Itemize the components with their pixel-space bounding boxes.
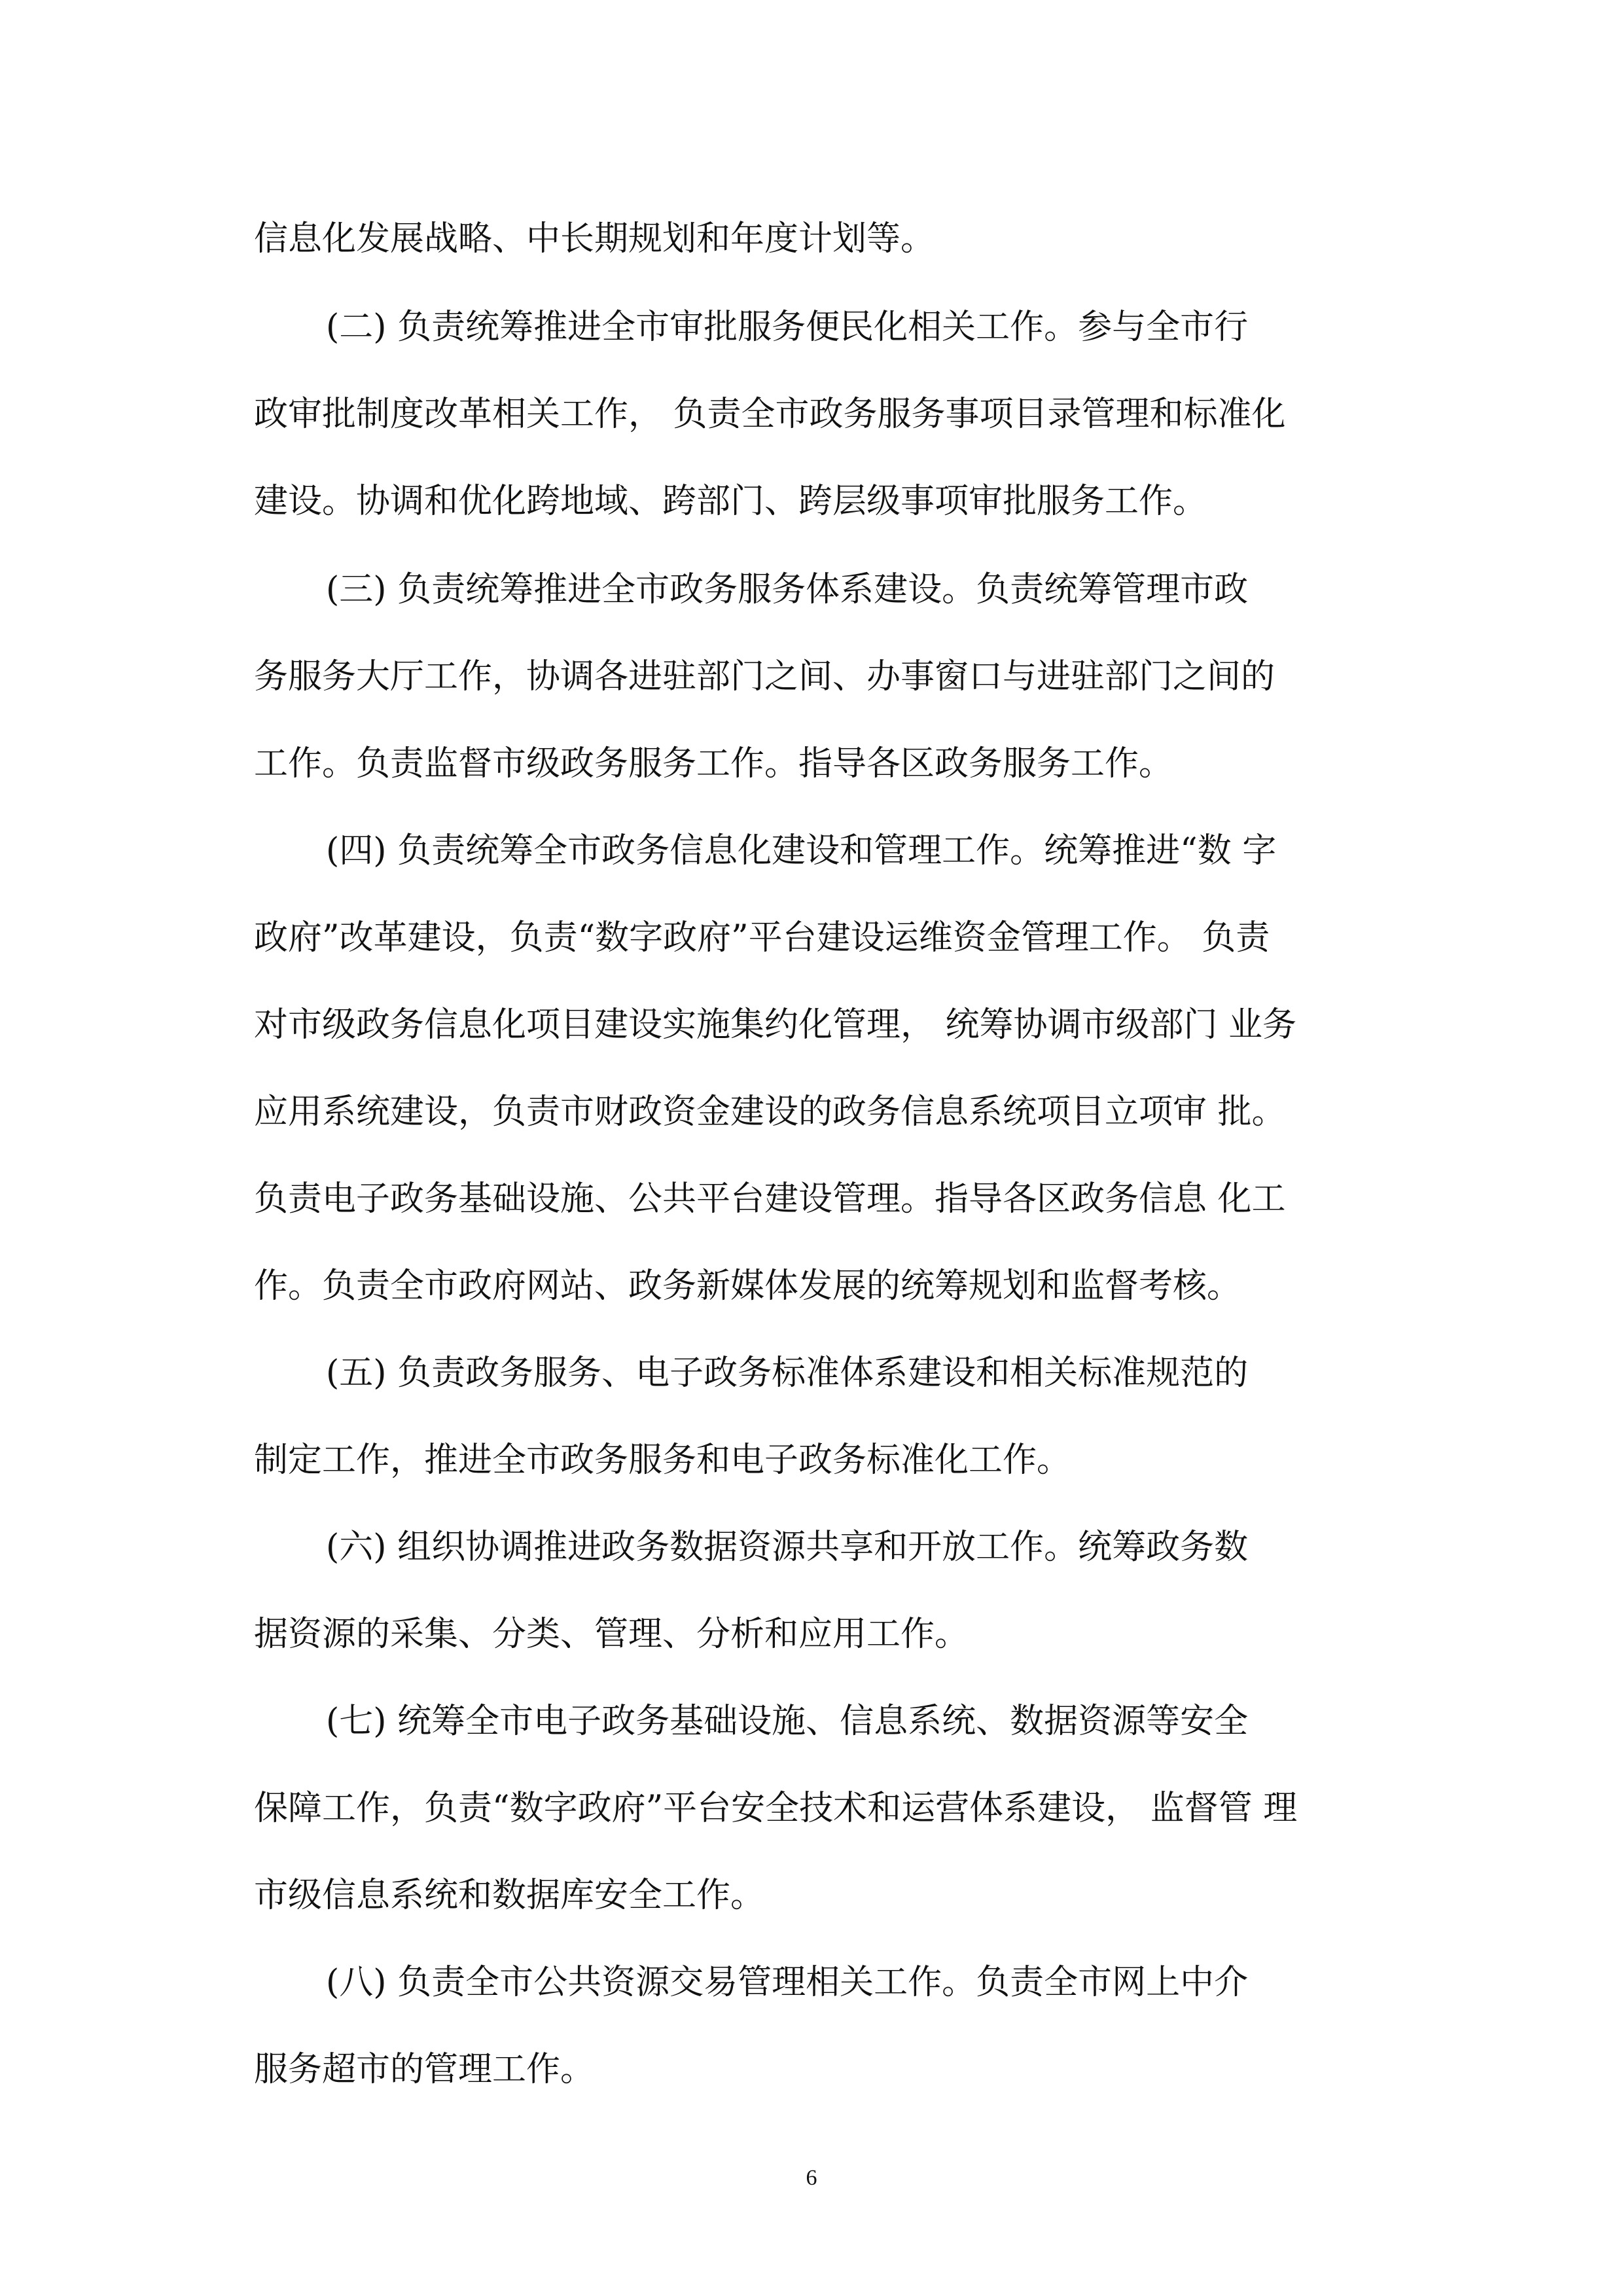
- paragraph-line: (七) 统筹全市电子政务基础设施、信息系统、数据资源等安全: [326, 1702, 1249, 1741]
- paragraph-line: 务服务大厅工作，协调各进驻部门之间、办事窗口与进驻部门之间的: [254, 657, 1275, 696]
- paragraph-line: 工作。负责监督市级政务服务工作。指导各区政务服务工作。: [254, 744, 1173, 783]
- paragraph-line: 政审批制度改革相关工作， 负责全市政务服务事项目录管理和标准化: [254, 395, 1286, 434]
- paragraph-line: (五) 负责政务服务、电子政务标准体系建设和相关标准规范的: [326, 1354, 1249, 1393]
- paragraph-line: 政府”改革建设，负责“数字政府”平台建设运维资金管理工作。 负责: [254, 918, 1270, 958]
- page-number: 6: [806, 2166, 817, 2190]
- paragraph-line: 服务超市的管理工作。: [254, 2050, 595, 2089]
- paragraph-line: 市级信息系统和数据库安全工作。: [254, 1876, 765, 1915]
- paragraph-line: (二) 负责统筹推进全市审批服务便民化相关工作。参与全市行: [326, 308, 1249, 347]
- paragraph-line: 据资源的采集、分类、管理、分析和应用工作。: [254, 1615, 969, 1654]
- paragraph-line: (四) 负责统筹全市政务信息化建设和管理工作。统筹推进“数 字: [326, 831, 1277, 870]
- paragraph-line: 对市级政务信息化项目建设实施集约化管理， 统筹协调市级部门 业务: [254, 1005, 1297, 1045]
- paragraph-line: 信息化发展战略、中长期规划和年度计划等。: [254, 219, 935, 259]
- paragraph-line: 应用系统建设，负责市财政资金建设的政务信息系统项目立项审 批。: [254, 1092, 1286, 1132]
- paragraph-line: 建设。协调和优化跨地域、跨部门、跨层级事项审批服务工作。: [254, 482, 1207, 521]
- paragraph-line: (八) 负责全市公共资源交易管理相关工作。负责全市网上中介: [326, 1963, 1249, 2002]
- paragraph-line: 负责电子政务基础设施、公共平台建设管理。指导各区政务信息 化工: [254, 1179, 1286, 1219]
- paragraph-line: 保障工作，负责“数字政府”平台安全技术和运营体系建设， 监督管 理: [254, 1789, 1298, 1828]
- paragraph-line: (六) 组织协调推进政务数据资源共享和开放工作。统筹政务数: [326, 1528, 1249, 1567]
- paragraph-line: 制定工作，推进全市政务服务和电子政务标准化工作。: [254, 1441, 1071, 1480]
- paragraph-line: (三) 负责统筹推进全市政务服务体系建设。负责统筹管理市政: [326, 570, 1249, 609]
- paragraph-line: 作。负责全市政府网站、政务新媒体发展的统筹规划和监督考核。: [254, 1266, 1241, 1306]
